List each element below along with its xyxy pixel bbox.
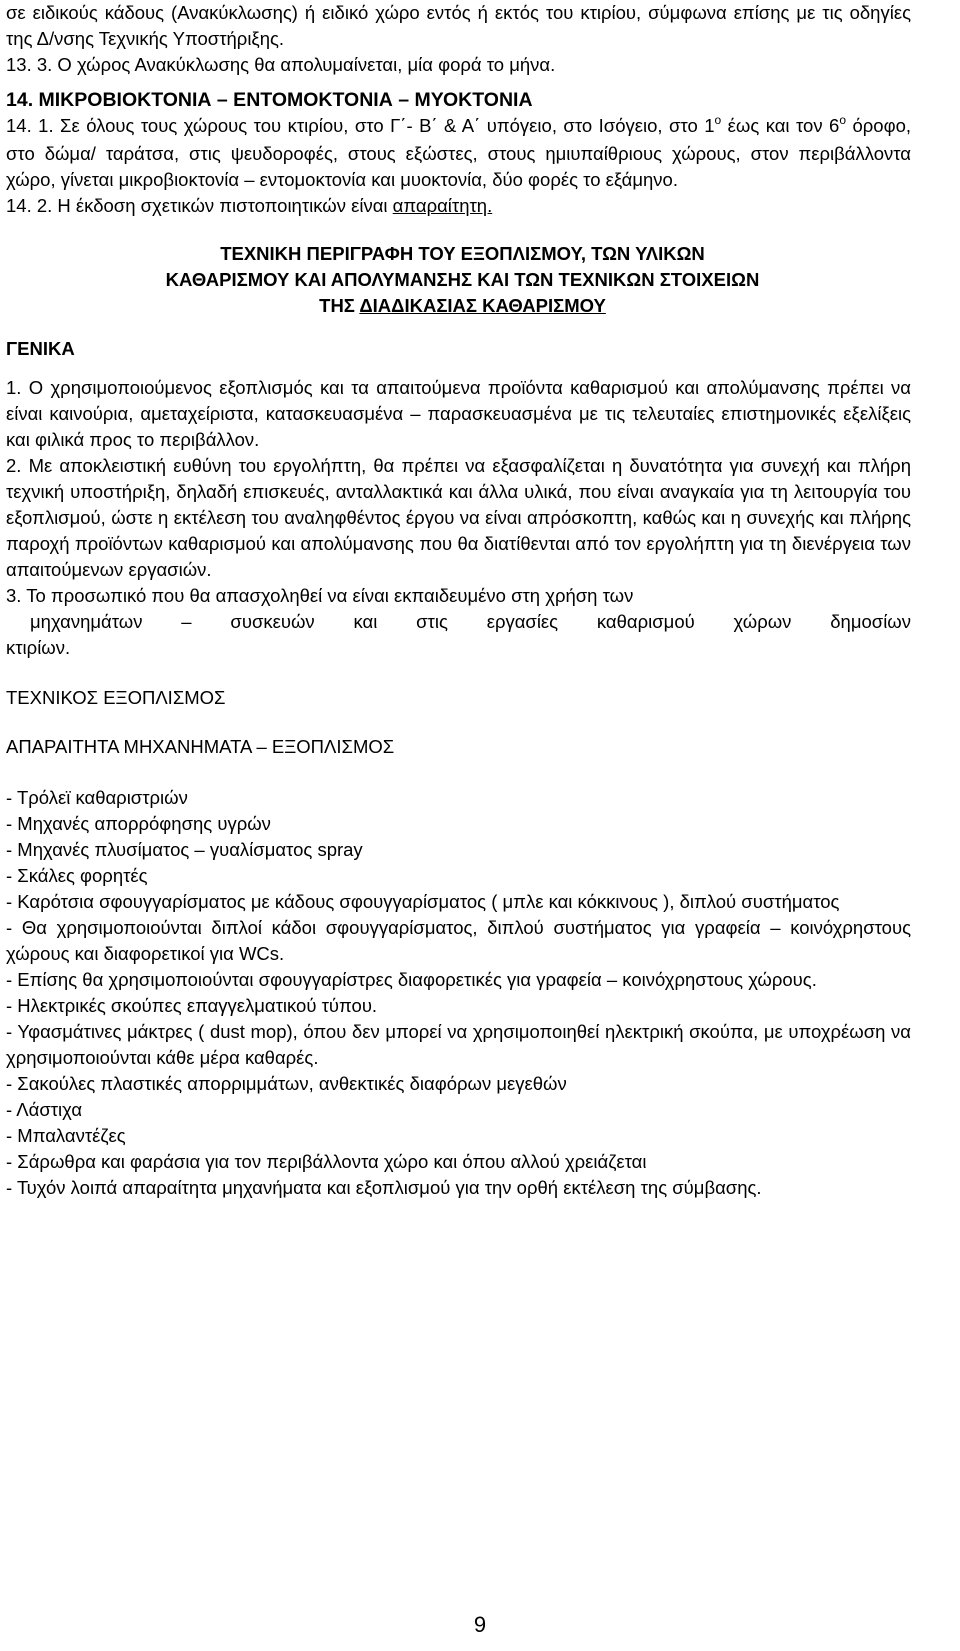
title-line-1: ΤΕΧΝΙΚΗ ΠΕΡΙΓΡΑΦΗ ΤΟΥ ΕΞΟΠΛΙΣΜΟΥ, ΤΩΝ ΥΛΙΚΩΝ (220, 243, 705, 264)
section-14-heading: 14. ΜΙΚΡΟΒΙΟΚΤΟΝΙΑ – ΕΝΤΟΜΟΚΤΟΝΙΑ – ΜΥΟΚΤΟΝΙΑ (6, 89, 533, 111)
list-item: - Σακούλες πλαστικές απορριμμάτων, ανθεκτικές διαφόρων μεγεθών (6, 1073, 567, 1094)
list-item: - Μηχανές απορρόφησης υγρών (6, 813, 271, 834)
item-14-2 (6, 193, 911, 219)
list-item: - Σάρωθρα και φαράσια για τον περιβάλλοντα χώρο και όπου αλλού χρειάζεται (6, 1151, 647, 1172)
general-paragraph-1: 1. Ο χρησιμοποιούμενος εξοπλισμός και τα απαιτούμενα προϊόντα καθαρισμού και απολύμανσης πρέπει να είναι καινούρια, αμεταχείριστα, κατασκευασμένα – παρασκευασμένα με τις τελευταίες επιστημονικές εξελίξεις και φιλικά προς το περιβάλλον. (6, 377, 911, 450)
item-14-1-part2: έως και τον 6 (721, 115, 840, 136)
superscript-2: ο (839, 113, 847, 127)
page-number: 9 (473, 1612, 487, 1637)
list-item: - Καρότσια σφουγγαρίσματος με κάδους σφουγγαρίσματος ( μπλε και κόκκινους ), διπλού συστήματος (6, 891, 840, 912)
list-item: - Τρόλεϊ καθαριστριών (6, 787, 188, 808)
general-paragraph-3-line-2: μηχανημάτων – συσκευών και στις εργασίες καθαρισμού χώρων δημοσίων (30, 611, 911, 632)
list-item: - Σκάλες φορητές (6, 865, 148, 886)
general-paragraph-3-line-1: 3. Το προσωπικό που θα απασχοληθεί να είναι εκπαιδευμένο στη χρήση των (6, 585, 634, 606)
list-item: - Λάστιχα (6, 1099, 83, 1120)
general-paragraph-2: 2. Με αποκλειστική ευθύνη του εργολήπτη, θα πρέπει να εξασφαλίζεται η δυνατότητα για συνεχή και πλήρη τεχνική υποστήριξη, δηλαδή επισκευές, ανταλλακτικά και άλλα υλικά, που είναι αναγκαία για τη λειτουργία του εξοπλισμού, ώστε η εκτέλεση του αναληφθέντος έργου να είναι απρόσκοπτη, καθώς και η συνεχής και πλήρης παροχή προϊόντων καθαρισμού και απολύμανσης που θα διατίθενται από τον εργολήπτη για τη διενέργεια των απαιτούμενων εργασιών. (6, 455, 911, 580)
general-paragraph-3-line-3: κτιρίων. (6, 637, 71, 658)
list-item: - Μπαλαντέζες (6, 1125, 126, 1146)
list-item: - Ηλεκτρικές σκούπες επαγγελματικού τύπου. (6, 995, 378, 1016)
list-item: - Υφασμάτινες μάκτρες ( dust mop), όπου δεν μπορεί να χρησιμοποιηθεί ηλεκτρική σκούπα, με υποχρέωση να χρησιμοποιούνται κάθε μέρα καθαρές. (6, 1021, 911, 1068)
item-14-2-underlined: απαραίτητη. (392, 195, 493, 216)
list-item: - Επίσης θα χρησιμοποιούνται σφουγγαρίστρες διαφορετικές για γραφεία – κοινόχρηστους χώρους. (6, 969, 817, 990)
title-line-3-underlined: ΔΙΑΔΙΚΑΣΙΑΣ ΚΑΘΑΡΙΣΜΟΥ (359, 295, 606, 316)
list-item: - Θα χρησιμοποιούνται διπλοί κάδοι σφουγγαρίσματος, διπλού συστήματος για γραφεία – κοινόχρηστους χώρους και διαφορετικοί για WCs. (6, 917, 911, 964)
intro-paragraph: σε ειδικούς κάδους (Ανακύκλωσης) ή ειδικό χώρο εντός ή εκτός του κτιρίου, σύμφωνα επίσης με τις οδηγίες της Δ/νσης Τεχνικής Υποστήριξης. (6, 2, 911, 49)
item-14-1 (6, 113, 911, 193)
equipment-subheading: ΑΠΑΡΑΙΤΗΤΑ ΜΗΧΑΝΗΜΑΤΑ – ΕΞΟΠΛΙΣΜΟΣ (6, 736, 395, 757)
list-item: - Μηχανές πλυσίματος – γυαλίσματος spray (6, 839, 363, 860)
item-14-1-part1: 14. 1. Σε όλους τους χώρους του κτιρίου, στο Γ΄- Β΄ & Α΄ υπόγειο, στο Ισόγειο, στο 1 (6, 115, 715, 136)
list-item: - Τυχόν λοιπά απαραίτητα μηχανήματα και εξοπλισμού για την ορθή εκτέλεση της σύμβασης. (6, 1177, 762, 1198)
title-line-3 (6, 293, 911, 319)
item-13-3: 13. 3. Ο χώρος Ανακύκλωσης θα απολυμαίνεται, μία φορά το μήνα. (6, 54, 556, 75)
superscript-1: ο (714, 113, 722, 127)
document-page (6, 0, 911, 1201)
title-line-2: ΚΑΘΑΡΙΣΜΟΥ ΚΑΙ ΑΠΟΛΥΜΑΝΣΗΣ ΚΑΙ ΤΩΝ ΤΕΧΝΙΚΩΝ ΣΤΟΙΧΕΙΩΝ (165, 269, 760, 290)
general-heading: ΓΕΝΙΚΑ (6, 338, 75, 359)
title-line-3-prefix: ΤΗΣ (319, 295, 360, 316)
technical-description-title (6, 241, 911, 319)
item-14-1-part3: όροφο, στο δώμα/ ταράτσα, στις ψευδοροφές, στους εξώστες, στους ημιυπαίθριους χώρους, στον περιβάλλοντα χώρο, γίνεται μικροβιοκτονία – εντομοκτονία και μυοκτονία, δύο φορές το εξάμηνο. (6, 115, 911, 190)
equipment-heading: ΤΕΧΝΙΚΟΣ ΕΞΟΠΛΙΣΜΟΣ (6, 687, 226, 708)
equipment-list (6, 785, 911, 1201)
item-14-2-prefix: 14. 2. Η έκδοση σχετικών πιστοποιητικών είναι (6, 195, 393, 216)
